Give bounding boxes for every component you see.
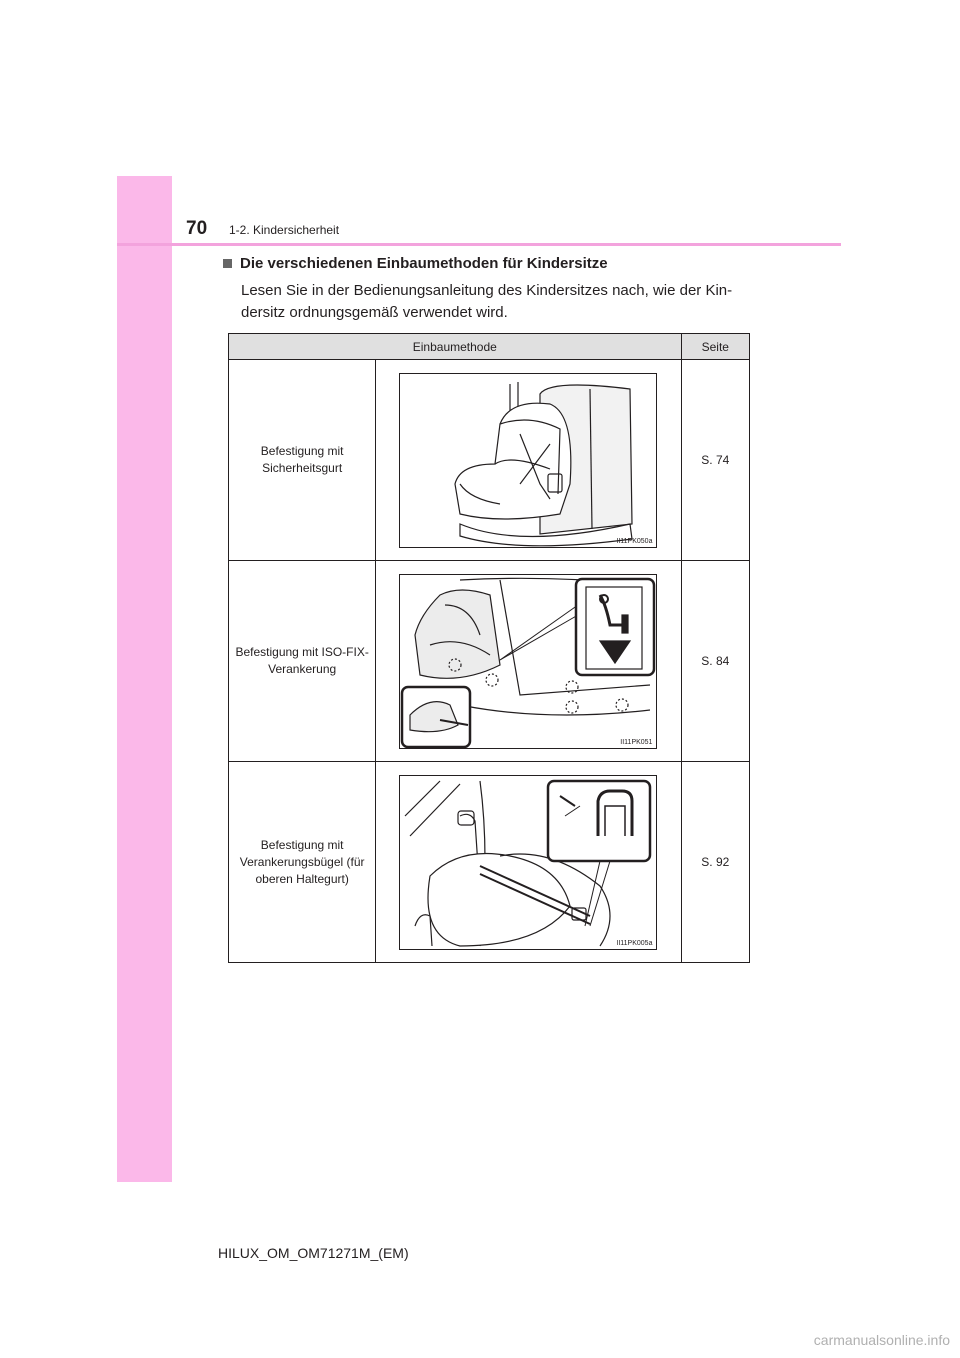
method-cell: Befestigung mit ISO-FIX-Verankerung — [229, 561, 376, 762]
header-page: Seite — [681, 334, 749, 360]
table-row — [229, 360, 750, 561]
header-rule — [117, 243, 841, 246]
table-header-row — [229, 334, 750, 360]
document-id: HILUX_OM_OM71271M_(EM) — [218, 1245, 409, 1261]
figure-code: II11PK050a — [616, 537, 653, 545]
page-cell: S. 84 — [681, 561, 749, 762]
figure-cell — [376, 762, 681, 963]
watermark: carmanualsonline.info — [813, 1332, 950, 1348]
page-number: 70 — [186, 218, 208, 239]
figure-code: II11PK005a — [616, 939, 653, 947]
square-bullet-icon — [223, 259, 232, 268]
figure-cell — [376, 360, 681, 561]
table-row — [229, 762, 750, 963]
top-tether-child-seat-illustration — [399, 775, 657, 950]
page-cell: S. 92 — [681, 762, 749, 963]
method-cell: Befestigung mit Sicherheitsgurt — [229, 360, 376, 561]
section-title: 1-2. Kindersicherheit — [229, 223, 340, 237]
figure-code: II11PK051 — [620, 738, 653, 746]
header-method: Einbaumethode — [229, 334, 682, 360]
figure-cell — [376, 561, 681, 762]
installation-methods-table — [228, 333, 750, 963]
section-heading — [223, 255, 608, 272]
page-cell: S. 74 — [681, 360, 749, 561]
table-row — [229, 561, 750, 762]
method-cell: Befestigung mit Verankerungsbügel (für oberen Haltegurt) — [229, 762, 376, 963]
isofix-child-seat-illustration — [399, 574, 657, 749]
intro-paragraph: Lesen Sie in der Bedienungsanleitung des Kindersitzes nach, wie der Kin-dersitz ordnungsgemäß verwendet wird. — [241, 282, 733, 321]
heading-text: Die verschiedenen Einbaumethoden für Kindersitze — [240, 255, 608, 272]
side-band — [117, 176, 172, 1182]
seatbelt-child-seat-illustration — [399, 373, 657, 548]
